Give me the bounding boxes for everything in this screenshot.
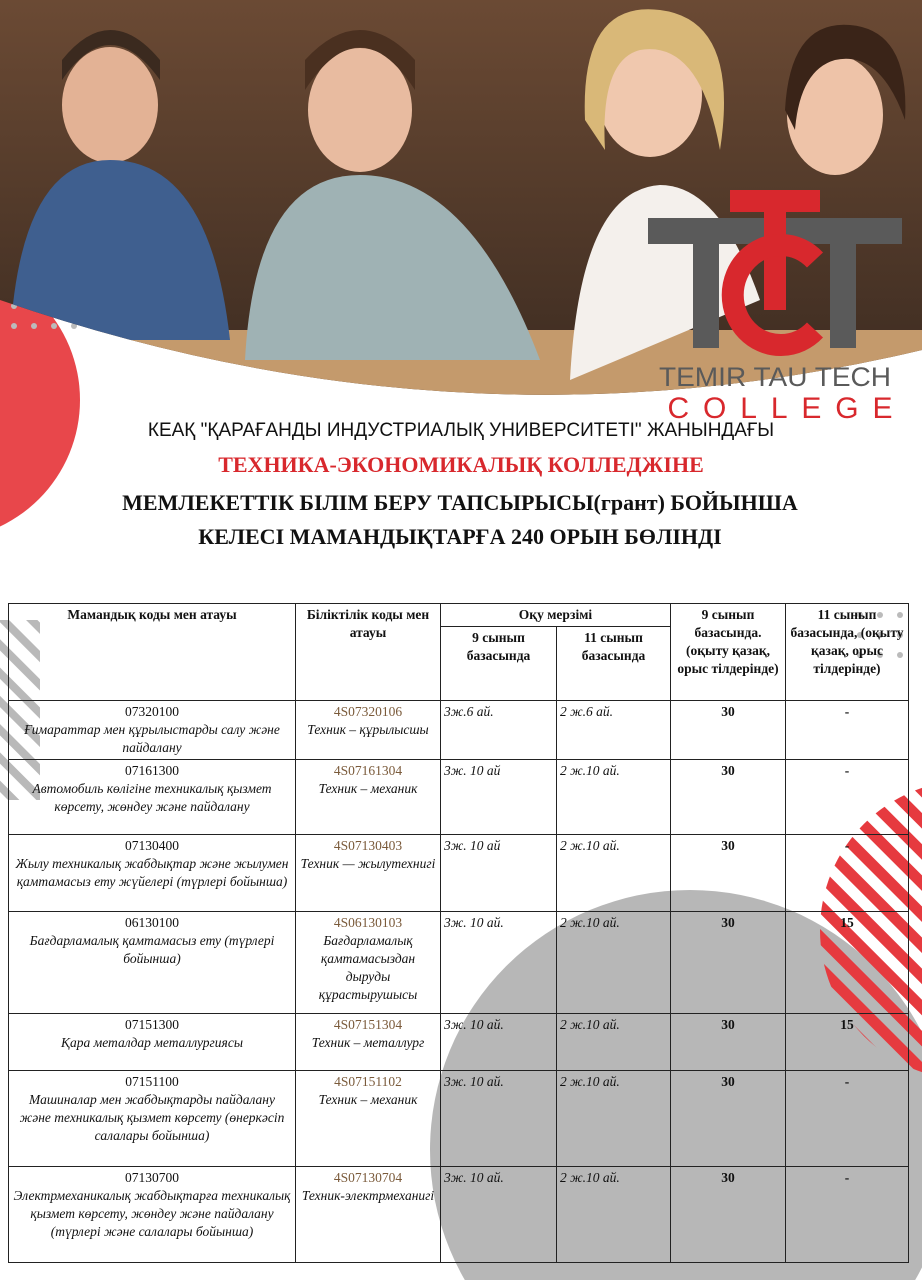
heading-university: КЕАҚ "ҚАРАҒАНДЫ ИНДУСТРИАЛЫҚ УНИВЕРСИТЕТІ" ЖАНЫНДАҒЫ (147, 420, 775, 441)
duration-9-cell: 3ж. 10 ай. (441, 1167, 557, 1263)
specialty-name: Жылу техникалық жабдықтар және жылумен қамтамасыз ету жүйелері (түрлері бойынша) (15, 856, 289, 889)
specialty-name: Ғимараттар мен құрылыстарды салу және пайдалану (24, 722, 280, 755)
specialty-name: Қара металдар металлургиясы (61, 1035, 243, 1050)
seats-9-cell: 30 (671, 835, 786, 912)
college-logo (640, 180, 910, 425)
qualification-name: Техник – металлург (311, 1035, 425, 1050)
qualification-code: 4S06130103 (333, 915, 403, 930)
qualification-code: 4S07151102 (334, 1074, 402, 1089)
qualification-cell (296, 760, 441, 835)
header-duration: Оқу мерзімі (441, 604, 671, 627)
qualification-code: 4S07151304 (333, 1017, 403, 1032)
duration-11-cell: 2 ж.10 ай. (557, 912, 671, 1014)
specialty-code: 07130700 (125, 1170, 179, 1185)
specialty-code: 07161300 (125, 763, 179, 778)
specialty-name: Автомобиль көлігіне техникалық қызмет көрсету, жөндеу және пайдалану (32, 781, 272, 814)
specialty-code: 07320100 (125, 704, 179, 719)
duration-11-cell: 2 ж.10 ай. (557, 1071, 671, 1167)
specialty-code: 06130100 (125, 915, 179, 930)
qualification-name: Техник – механик (318, 781, 418, 796)
table-row (9, 1167, 909, 1263)
qualification-name: Техник-электрмеханигі (301, 1188, 435, 1203)
duration-9-cell: 3ж. 10 ай. (441, 1071, 557, 1167)
specialty-cell (9, 912, 296, 1014)
qualification-code: 4S07130403 (333, 838, 403, 853)
qualification-code: 4S07130704 (333, 1170, 403, 1185)
header-qualification: Біліктілік коды мен атауы (296, 604, 441, 701)
qualification-code: 4S07320106 (333, 704, 403, 719)
specialty-code: 07151100 (125, 1074, 179, 1089)
duration-11-cell: 2 ж.10 ай. (557, 835, 671, 912)
header-seats-9: 9 сынып базасында. (оқыту қазақ, орыс тілдерінде) (671, 604, 786, 701)
heading-college: ТЕХНИКА-ЭКОНОМИКАЛЫҚ КОЛЛЕДЖІНЕ (218, 452, 704, 477)
qualification-cell (296, 1071, 441, 1167)
seats-11-cell: 15 (786, 1014, 909, 1071)
seats-9-cell: 30 (671, 1014, 786, 1071)
heading-grant-line2: КЕЛЕСІ МАМАНДЫҚТАРҒА 240 ОРЫН БӨЛІНДІ (198, 524, 722, 549)
seats-9-cell: 30 (671, 1071, 786, 1167)
table-row (9, 701, 909, 760)
table-row (9, 760, 909, 835)
duration-11-cell: 2 ж.10 ай. (557, 1014, 671, 1071)
specialty-name: Бағдарламалық қамтамасыз ету (түрлері бойынша) (29, 933, 275, 966)
qualification-name: Бағдарламалық қамтамасыздан дыруды құрастырушысы (318, 933, 418, 1002)
duration-9-cell: 3ж.6 ай. (441, 701, 557, 760)
specialty-cell (9, 1071, 296, 1167)
header-specialty: Мамандық коды мен атауы (9, 604, 296, 701)
duration-9-cell: 3ж. 10 ай (441, 835, 557, 912)
duration-9-cell: 3ж. 10 ай. (441, 912, 557, 1014)
qualification-cell (296, 701, 441, 760)
specialty-code: 07151300 (125, 1017, 179, 1032)
table-body (9, 701, 909, 1263)
specialty-name: Машиналар мен жабдықтарды пайдалану және техникалық қызмет көрсету (өнеркәсіп салалары бойынша) (19, 1092, 285, 1143)
seats-11-cell: - (786, 760, 909, 835)
logo-brand-line1: TEMIR TAU TECH (659, 362, 891, 392)
duration-9-cell: 3ж. 10 ай (441, 760, 557, 835)
specialty-name: Электрмеханикалық жабдықтарға техникалық қызмет көрсету, жөндеу және пайдалану (түрлері және салалары бойынша) (13, 1188, 291, 1239)
specialty-cell (9, 1167, 296, 1263)
qualification-code: 4S07161304 (333, 763, 403, 778)
seats-11-cell: - (786, 701, 909, 760)
specialty-cell (9, 1014, 296, 1071)
ttct-logo-mark (640, 180, 910, 425)
qualification-cell (296, 912, 441, 1014)
specialty-cell (9, 701, 296, 760)
duration-9-cell: 3ж. 10 ай. (441, 1014, 557, 1071)
seats-9-cell: 30 (671, 1167, 786, 1263)
duration-11-cell: 2 ж.10 ай. (557, 1167, 671, 1263)
seats-11-cell: - (786, 1071, 909, 1167)
seats-11-cell: 15 (786, 912, 909, 1014)
header-seats-11: 11 сынып базасында, (оқыту қазақ, орыс тілдерінде) (786, 604, 909, 701)
qualification-name: Техник – механик (318, 1092, 418, 1107)
seats-9-cell: 30 (671, 912, 786, 1014)
seats-11-cell: - (786, 835, 909, 912)
heading-grant-line1: МЕМЛЕКЕТТІК БІЛІМ БЕРУ ТАПСЫРЫСЫ(грант) БОЙЫНША (122, 490, 798, 515)
logo-brand-line2: COLLEGE (667, 392, 893, 425)
specialty-cell (9, 760, 296, 835)
heading-grant (30, 486, 890, 554)
table-row (9, 1071, 909, 1167)
table-row (9, 1014, 909, 1071)
header-duration-11: 11 сынып базасында (557, 627, 671, 701)
qualification-name: Техник – құрылысшы (307, 722, 429, 737)
duration-11-cell: 2 ж.6 ай. (557, 701, 671, 760)
qualification-cell (296, 1167, 441, 1263)
table-row (9, 835, 909, 912)
seats-9-cell: 30 (671, 760, 786, 835)
specialties-table-wrap (8, 603, 909, 1263)
seats-11-cell: - (786, 1167, 909, 1263)
table-row (9, 912, 909, 1014)
specialties-table (8, 603, 909, 1263)
header-duration-9: 9 сынып базасында (441, 627, 557, 701)
duration-11-cell: 2 ж.10 ай. (557, 760, 671, 835)
specialty-code: 07130400 (125, 838, 179, 853)
qualification-name: Техник — жылутехнигі (300, 856, 436, 871)
seats-9-cell: 30 (671, 701, 786, 760)
qualification-cell (296, 1014, 441, 1071)
qualification-cell (296, 835, 441, 912)
specialty-cell (9, 835, 296, 912)
